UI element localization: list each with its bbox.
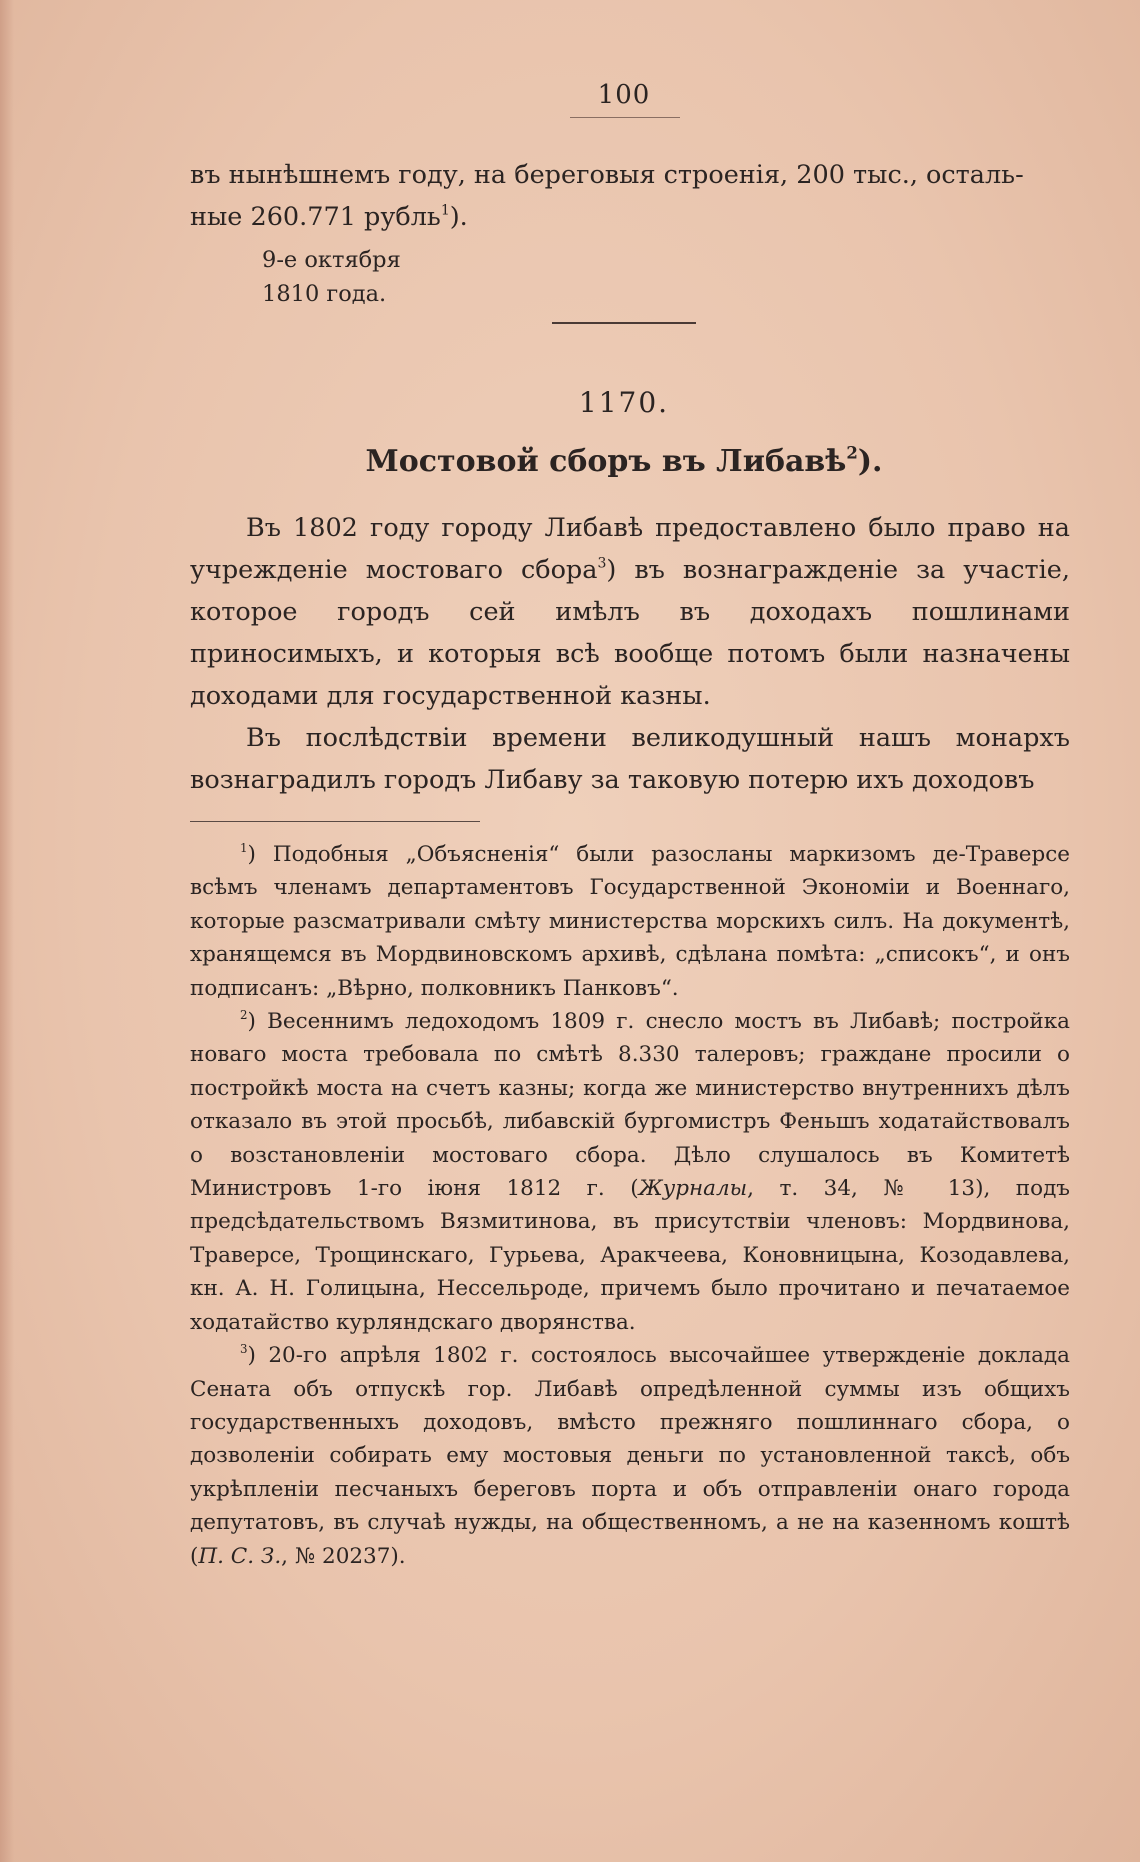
document-title: Мостовой сборъ въ Либавѣ$^2$). xyxy=(365,443,883,479)
continued-paragraph xyxy=(190,154,1070,238)
continued-text-line-1: въ нынѣшнемъ году, на береговыя строенія, 200 тыс., осталь- xyxy=(190,160,1024,190)
paragraph-1: Въ 1802 году городу Либавѣ предоставлено было право на учрежденіе мостоваго сбора$^3$) въ вознагражденіе за участіе, которое городъ сей имѣлъ въ доходахъ пошлинами приносимыхъ, и которыя всѣ вообще потомъ были назначены доходами для государственной казны. xyxy=(190,513,1070,711)
footnotes xyxy=(190,838,1070,1573)
paragraph-2: Въ послѣдствіи времени великодушный нашъ монархъ вознаградилъ городъ Либаву за таковую потерю ихъ доходовъ xyxy=(190,723,1070,795)
main-text xyxy=(190,507,1070,801)
footnote-1: $^1$) Подобныя „Объясненія“ были разосланы маркизомъ де-Траверсе всѣмъ членамъ департаментовъ Государственной Экономіи и Военнаго, которые разсматривали смѣту министерства морскихъ силъ. На документѣ, хранящемся въ Мордвиновскомъ архивѣ, сдѣлана помѣта: „списокъ“, и онъ подписанъ: „Вѣрно, полковникъ Панковъ“. xyxy=(190,841,1070,1001)
footnote-3: $^3$) 20-го апрѣля 1802 г. состоялось высочайшее утвержденіе доклада Сената объ отпускѣ гор. Либавѣ опредѣленной суммы изъ общихъ государственныхъ доходовъ, вмѣсто прежняго пошлиннаго сбора, о дозволеніи собирать ему мостовыя деньги по установленной таксѣ, объ укрѣпленіи песчаныхъ береговъ порта и объ отправленіи онаго города депутатовъ, въ случаѣ нужды, на общественномъ, а не на казенномъ коштѣ (П. С. З., № 20237). xyxy=(190,1342,1070,1569)
page-edge-shadow xyxy=(0,0,14,1862)
year-line: 1810 года. xyxy=(262,281,387,307)
date-block xyxy=(262,243,401,311)
date-line: 9-е октября xyxy=(262,247,401,273)
document-number: 1170. xyxy=(578,386,670,419)
footnote-ref-2: 2 xyxy=(846,443,858,463)
footnote-divider xyxy=(190,821,480,822)
page-number: 100 xyxy=(597,80,651,110)
page-number-underline xyxy=(570,117,680,118)
section-divider xyxy=(552,322,696,324)
footnote-ref-3: 3 xyxy=(597,555,607,572)
footnote-2: $^2$) Весеннимъ ледоходомъ 1809 г. снесло мостъ въ Либавѣ; постройка новаго моста требовала по смѣтѣ 8.330 талеровъ; граждане просили о постройкѣ моста на счетъ казны; когда же министерство внутреннихъ дѣлъ отказало въ этой просьбѣ, либавскій бургомистръ Феньшъ ходатайствовалъ о возстановленіи мостоваго сбора. Дѣло слушалось въ Комитетѣ Министровъ 1-го іюня 1812 г. (Журналы, т. 34, № 13), подъ предсѣдательствомъ Вязмитинова, въ присутствіи членовъ: Мордвинова, Траверсе, Трощинскаго, Гурьева, Аракчеева, Коновницына, Козодавлева, кн. А. Н. Голицына, Нессельроде, причемъ было прочитано и печатаемое ходатайство курляндскаго дворянства. xyxy=(190,1008,1070,1335)
continued-text-line-2: ные 260.771 рубль$^1$). xyxy=(190,202,468,232)
footnote-ref-1: 1 xyxy=(440,202,450,219)
